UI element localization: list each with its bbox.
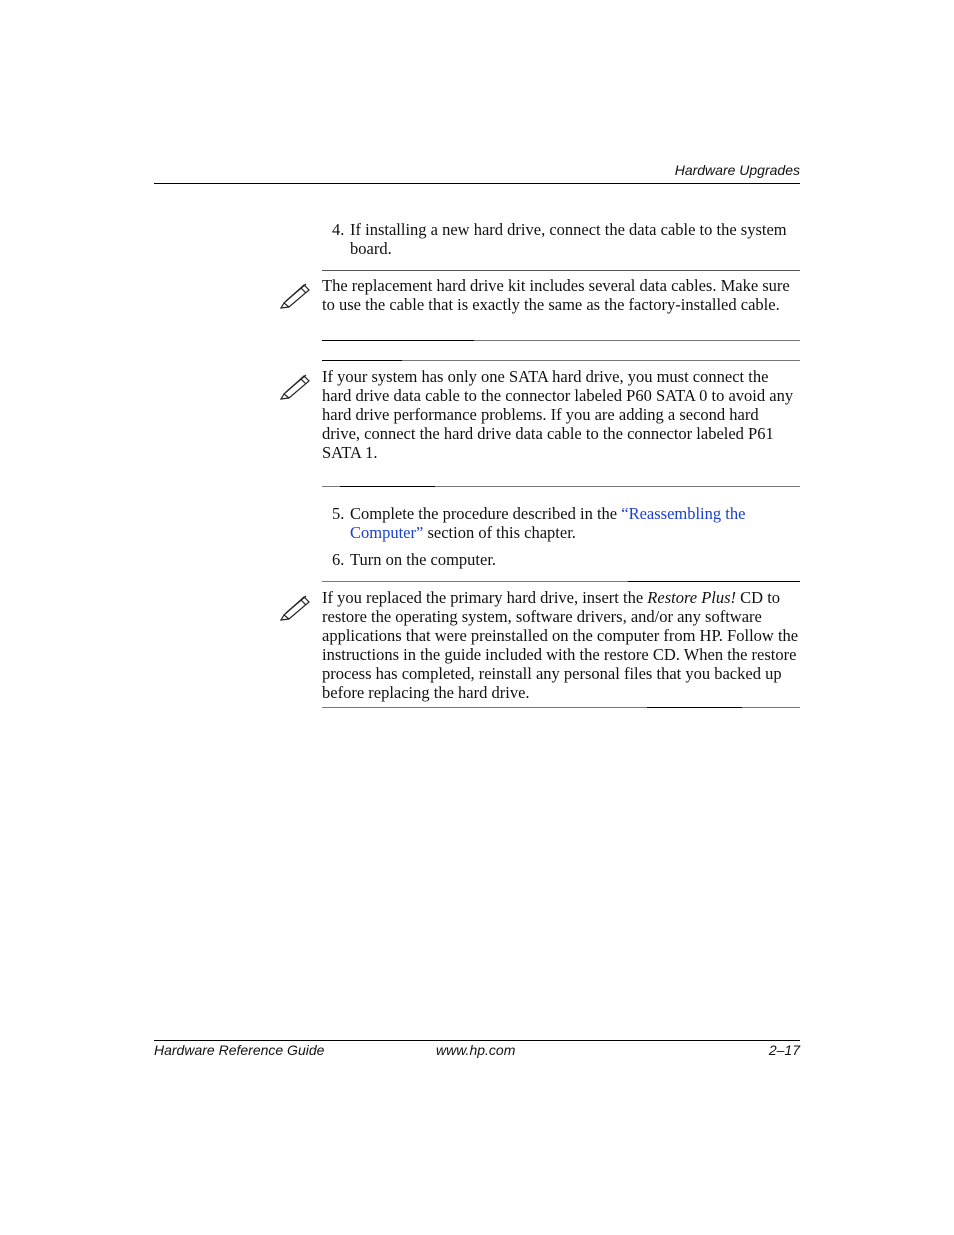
step-text: If installing a new hard drive, connect the data cable to the system board. bbox=[350, 220, 787, 258]
note-text: If you replaced the primary hard drive, insert the Restore Plus! CD to restore the operating system, software drivers, and/or any software applications that were preinstalled on the computer from HP. Follow the instructions in the guide included with the restore CD. When the restore process has completed, reinstall any personal files that you backed up before replacing the hard drive. bbox=[322, 588, 799, 702]
step-6 bbox=[332, 550, 802, 569]
page-footer bbox=[154, 1040, 800, 1058]
header-rule bbox=[154, 183, 800, 184]
footer-url: www.hp.com bbox=[436, 1042, 516, 1058]
step-text: Turn on the computer. bbox=[350, 550, 497, 569]
pencil-icon bbox=[278, 281, 314, 309]
pencil-icon bbox=[278, 593, 314, 621]
step-number: 4. bbox=[332, 220, 345, 239]
pencil-icon bbox=[278, 372, 314, 400]
running-header: Hardware Upgrades bbox=[674, 162, 800, 178]
step-4 bbox=[332, 220, 802, 258]
note-top-rule bbox=[322, 270, 800, 271]
note-bottom-rule bbox=[322, 340, 800, 341]
reassembling-link[interactable]: “Reassembling the Computer” bbox=[350, 504, 746, 542]
note-bottom-rule bbox=[322, 486, 800, 487]
note-bottom-rule bbox=[322, 707, 800, 708]
step-number: 6. bbox=[332, 550, 345, 569]
page-number: 2–17 bbox=[768, 1042, 800, 1058]
note-top-rule bbox=[322, 360, 800, 361]
product-name: Restore Plus! bbox=[647, 588, 737, 607]
step-5 bbox=[332, 504, 802, 542]
step-text: Complete the procedure described in the “Reassembling the Computer” section of this chapter. bbox=[350, 504, 746, 542]
note-top-rule bbox=[322, 581, 800, 582]
note-text: The replacement hard drive kit includes several data cables. Make sure to use the cable that is exactly the same as the factory-installed cable. bbox=[322, 276, 790, 314]
note-text: If your system has only one SATA hard drive, you must connect the hard drive data cable to the connector labeled P60 SATA 0 to avoid any hard drive performance problems. If you are adding a second hard drive, connect the hard drive data cable to the connector labeled P61 SATA 1. bbox=[322, 367, 794, 462]
footer-guide-title: Hardware Reference Guide bbox=[154, 1042, 325, 1058]
step-number: 5. bbox=[332, 504, 345, 523]
